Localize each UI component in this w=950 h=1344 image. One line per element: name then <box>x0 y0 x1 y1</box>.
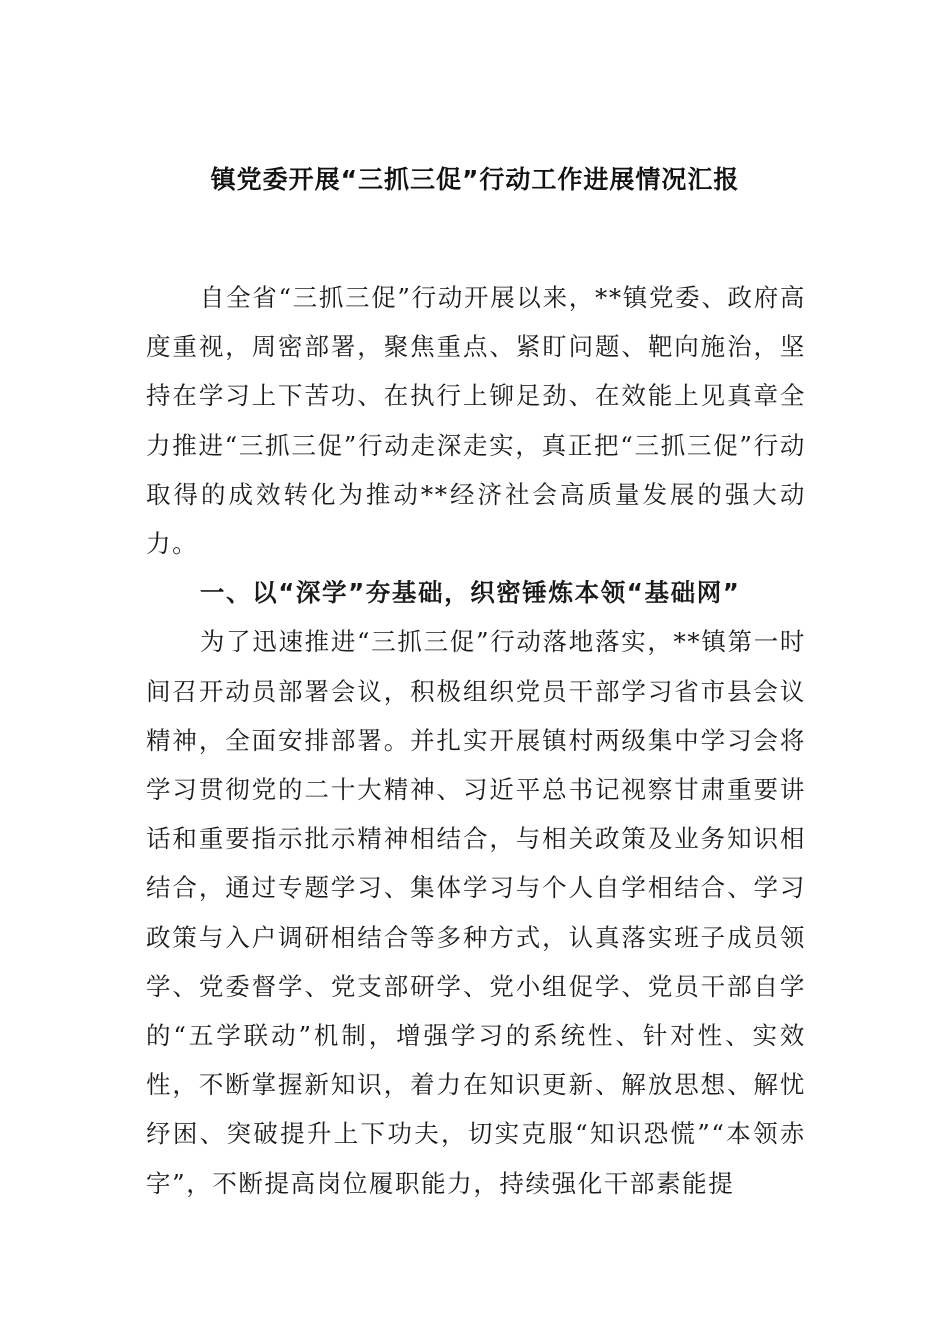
intro-paragraph: 自全省“三抓三促”行动开展以来，**镇党委、政府高度重视，周密部署，聚焦重点、紧盯问题、靶向施治，坚持在学习上下苦功、在执行上铆足劲、在效能上见真章全力推进“三抓三促”行动走深走实，真正把“三抓三促”行动取得的成效转化为推动**经济社会高质量发展的强大动力。 <box>146 283 806 559</box>
section-heading: 一、以“深学”夯基础，织密锤炼本领“基础网” <box>199 578 741 608</box>
section-paragraph: 为了迅速推进“三抓三促”行动落地落实，**镇第一时间召开动员部署会议，积极组织党员干部学习省市县会议精神，全面安排部署。并扎实开展镇村两级集中学习会将学习贯彻党的二十大精神、习近平总书记视察甘肃重要讲话和重要指示批示精神相结合，与相关政策及业务知识相结合，通过专题学习、集体学习与个人自学相结合、学习政策与入户调研相结合等多种方式，认真落实班子成员领学、党委督学、党支部研学、党小组促学、党员干部自学的“五学联动”机制，增强学习的系统性、针对性、实效性，不断掌握新知识，着力在知识更新、解放思想、解忧纾困、突破提升上下功夫，切实克服“知识恐慌”“本领赤字”，不断提高岗位履职能力，持续强化干部素能提 <box>146 627 806 1198</box>
document-body <box>146 273 806 1208</box>
document-title: 镇党委开展“三抓三促”行动工作进展情况汇报 <box>210 165 740 194</box>
